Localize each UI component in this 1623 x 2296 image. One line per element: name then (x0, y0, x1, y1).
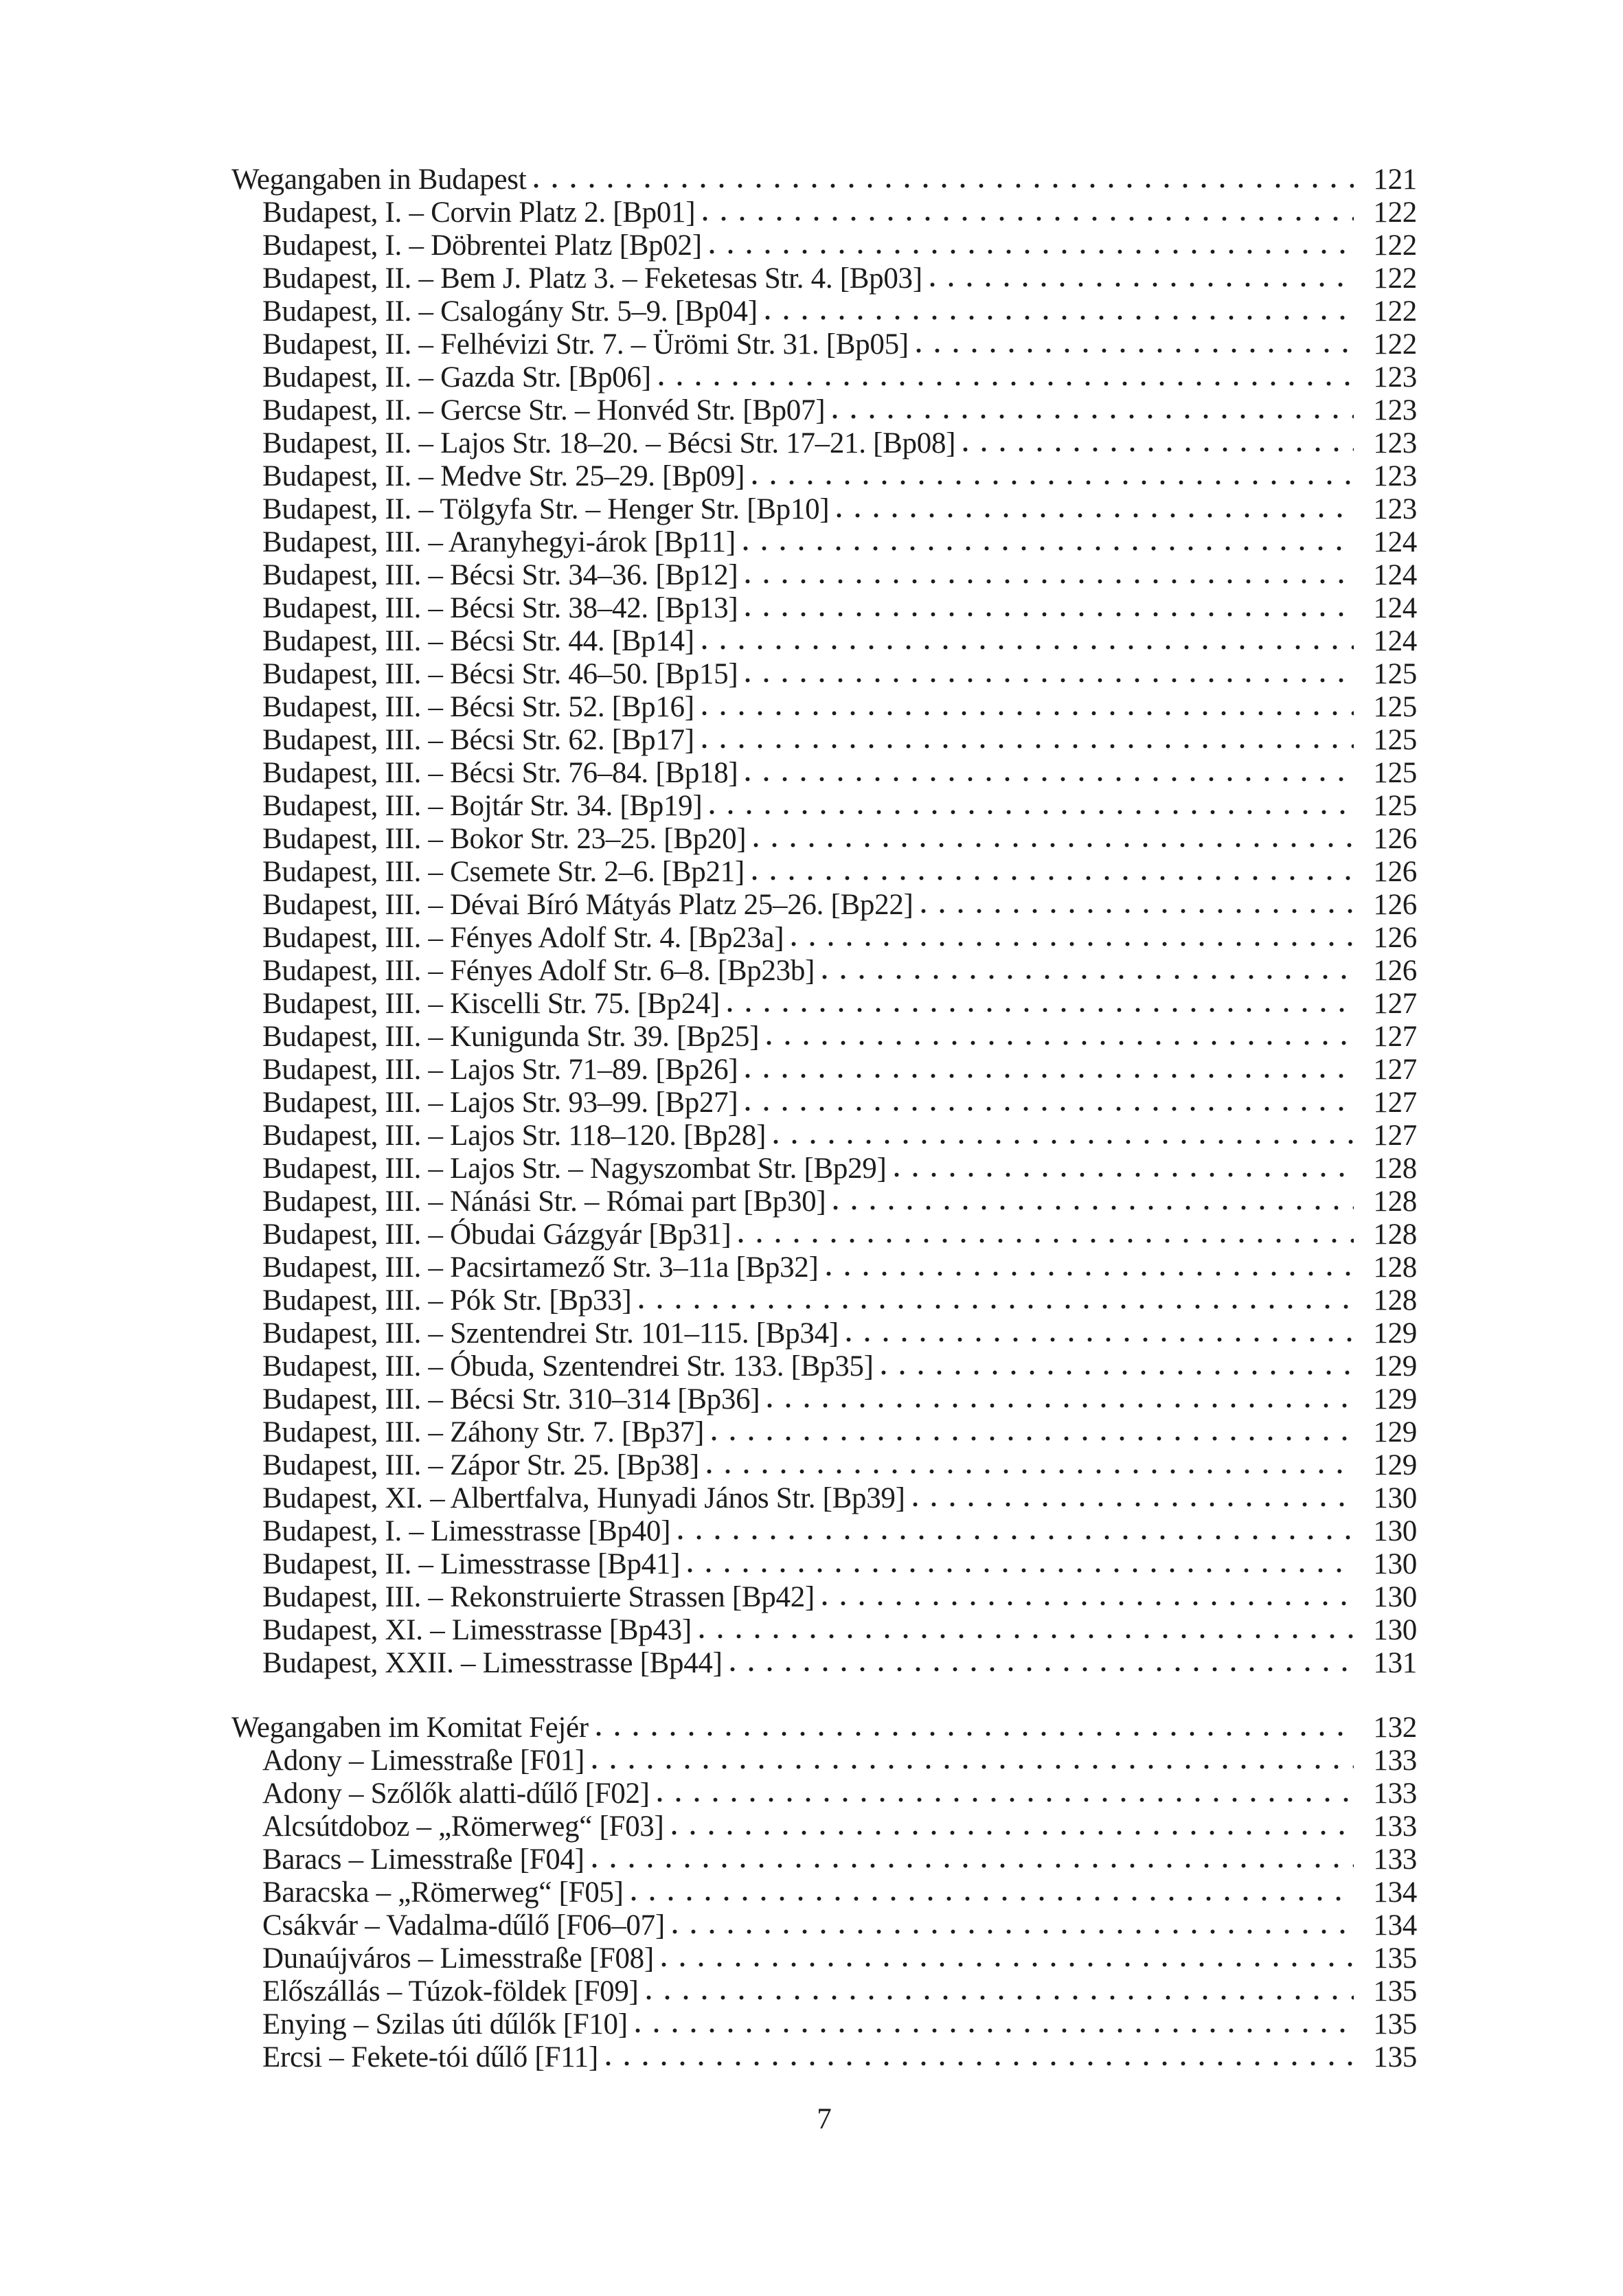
toc-entry (231, 955, 1417, 988)
toc-entry-page: 128 (1373, 1218, 1417, 1251)
toc-entry (231, 790, 1417, 823)
dot-leader (773, 1139, 1354, 1145)
toc-entry-page: 129 (1373, 1416, 1417, 1448)
toc-entry-page: 127 (1373, 1119, 1417, 1152)
dot-leader (738, 1238, 1354, 1244)
toc-entry-label: Budapest, II. – Medve Str. 25–29. [Bp09] (262, 460, 745, 492)
toc-entry-label: Budapest, III. – Szentendrei Str. 101–115. [Bp34] (262, 1317, 839, 1350)
toc-entry-page: 123 (1373, 460, 1417, 492)
toc-entry (231, 229, 1417, 262)
toc-entry-page: 133 (1373, 1777, 1417, 1810)
toc-entry (231, 658, 1417, 691)
toc-entry-label: Budapest, III. – Bécsi Str. 62. [Bp17] (262, 724, 694, 756)
toc-entry (231, 988, 1417, 1021)
toc-entry-page: 129 (1373, 1449, 1417, 1481)
toc-entry-page: 125 (1373, 790, 1417, 822)
toc-entry (231, 328, 1417, 361)
dot-leader (751, 875, 1354, 881)
toc-section-entries (231, 1744, 1417, 2074)
dot-leader (638, 1304, 1354, 1310)
dot-leader (701, 743, 1354, 749)
toc-entry-page: 125 (1373, 691, 1417, 723)
toc-entry-page: 134 (1373, 1876, 1417, 1909)
toc-entry-page: 129 (1373, 1383, 1417, 1416)
toc-entry-page: 135 (1373, 2008, 1417, 2041)
toc-entry-label: Budapest, III. – Rekonstruierte Strassen [Bp42] (262, 1581, 815, 1613)
toc-entry-label: Budapest, III. – Zápor Str. 25. [Bp38] (262, 1449, 699, 1481)
dot-leader (671, 1830, 1354, 1836)
toc-entry (231, 394, 1417, 427)
toc-entry (231, 1152, 1417, 1185)
toc-section-page: 121 (1373, 163, 1417, 196)
toc-section (231, 1712, 1417, 2074)
toc-entry (231, 922, 1417, 955)
toc-entry (231, 1119, 1417, 1152)
toc-entry-page: 127 (1373, 1054, 1417, 1086)
dot-leader (745, 776, 1354, 782)
dot-leader (658, 380, 1354, 387)
toc-entry-page: 128 (1373, 1185, 1417, 1218)
dot-leader (845, 1337, 1354, 1343)
toc-entry-page: 126 (1373, 889, 1417, 921)
toc-entry-page: 123 (1373, 493, 1417, 525)
dot-leader (766, 1040, 1354, 1046)
toc-entry (231, 1548, 1417, 1581)
toc-entry (231, 1647, 1417, 1680)
toc-entry-page: 133 (1373, 1810, 1417, 1843)
dot-leader (701, 710, 1354, 716)
toc-entry-page: 128 (1373, 1284, 1417, 1317)
toc-entry (231, 1449, 1417, 1482)
toc-entry-page: 130 (1373, 1548, 1417, 1580)
toc-entry-page: 123 (1373, 427, 1417, 459)
dot-leader (912, 1501, 1354, 1508)
dot-leader (821, 1600, 1354, 1606)
dot-leader (533, 183, 1354, 189)
toc-section-header (231, 163, 1417, 196)
toc-entry-label: Budapest, III. – Pók Str. [Bp33] (262, 1284, 632, 1317)
dot-leader (832, 1205, 1354, 1211)
toc-entry-label: Budapest, III. – Bojtár Str. 34. [Bp19] (262, 790, 703, 822)
dot-leader (646, 1994, 1354, 2001)
toc-entry-page: 125 (1373, 757, 1417, 789)
toc-entry-page: 122 (1373, 262, 1417, 295)
toc-entry (231, 757, 1417, 790)
toc-entry-label: Adony – Limesstraße [F01] (262, 1744, 585, 1777)
dot-leader (699, 1633, 1354, 1639)
toc-section (231, 163, 1417, 1680)
folio-page-number: 7 (817, 2103, 832, 2135)
toc-entry-label: Budapest, III. – Záhony Str. 7. [Bp37] (262, 1416, 705, 1448)
toc-entry (231, 1744, 1417, 1777)
toc-entry (231, 1054, 1417, 1087)
toc-entry (231, 1021, 1417, 1054)
toc-entry (231, 1185, 1417, 1218)
dot-leader (826, 1271, 1354, 1277)
toc-section-title: Wegangaben im Komitat Fejér (231, 1712, 589, 1744)
toc-entry-page: 130 (1373, 1581, 1417, 1613)
toc-entry-page: 126 (1373, 955, 1417, 987)
toc-entry-page: 126 (1373, 856, 1417, 888)
toc-entry-page: 131 (1373, 1647, 1417, 1679)
toc-entry-label: Dunaújváros – Limesstraße [F08] (262, 1942, 654, 1975)
toc-entry (231, 856, 1417, 889)
dot-leader (832, 413, 1354, 420)
toc-entry (231, 295, 1417, 328)
toc-entry-label: Budapest, III. – Bécsi Str. 38–42. [Bp13] (262, 592, 738, 624)
toc-entry-page: 122 (1373, 328, 1417, 361)
toc-entry (231, 460, 1417, 493)
toc-entry-page: 133 (1373, 1744, 1417, 1777)
toc-entry-label: Budapest, II. – Lajos Str. 18–20. – Bécsi Str. 17–21. [Bp08] (262, 427, 956, 459)
toc-entry-page: 126 (1373, 922, 1417, 954)
toc-entry-page: 124 (1373, 559, 1417, 591)
toc-entry-label: Budapest, III. – Csemete Str. 2–6. [Bp21] (262, 856, 745, 888)
toc-entry (231, 1284, 1417, 1317)
toc-entry-label: Budapest, III. – Nánási Str. – Római part [Bp30] (262, 1185, 826, 1218)
toc-entry (231, 1777, 1417, 1810)
toc-entry (231, 1810, 1417, 1843)
toc-entry-page: 127 (1373, 1021, 1417, 1053)
dot-leader (836, 512, 1354, 519)
toc-entry-label: Budapest, II. – Bem J. Platz 3. – Feketesas Str. 4. [Bp03] (262, 262, 922, 295)
toc-entry-page: 130 (1373, 1482, 1417, 1514)
toc-entry-page: 124 (1373, 526, 1417, 558)
toc-section-header (231, 1712, 1417, 1744)
toc-entry (231, 1251, 1417, 1284)
toc-entry-page: 122 (1373, 295, 1417, 328)
dot-leader (687, 1567, 1354, 1573)
dot-leader (631, 1896, 1354, 1902)
toc-entry-label: Budapest, III. – Pacsirtamező Str. 3–11a [Bp32] (262, 1251, 819, 1284)
toc-entry-label: Budapest, III. – Bokor Str. 23–25. [Bp20] (262, 823, 747, 855)
toc-section-page: 132 (1373, 1712, 1417, 1744)
toc-entry-label: Budapest, I. – Corvin Platz 2. [Bp01] (262, 196, 696, 229)
dot-leader (706, 1468, 1354, 1475)
toc-entry-label: Budapest, II. – Gercse Str. – Honvéd Str. [Bp07] (262, 394, 826, 427)
toc-entry-label: Alcsútdoboz – „Römerweg“ [F03] (262, 1810, 664, 1843)
toc-entry-page: 127 (1373, 988, 1417, 1020)
dot-leader (702, 216, 1354, 222)
toc-entry-page: 133 (1373, 1843, 1417, 1876)
dot-leader (916, 348, 1354, 354)
toc-entry-label: Budapest, III. – Kiscelli Str. 75. [Bp24] (262, 988, 720, 1020)
dot-leader (764, 315, 1354, 321)
dot-leader (635, 2027, 1354, 2034)
toc-entry-label: Budapest, II. – Tölgyfa Str. – Henger Str. [Bp10] (262, 493, 830, 525)
dot-leader (727, 1007, 1354, 1013)
toc-entry-label: Budapest, III. – Óbudai Gázgyár [Bp31] (262, 1218, 731, 1251)
toc-entry (231, 1482, 1417, 1515)
toc-entry-page: 134 (1373, 1909, 1417, 1942)
toc-entry (231, 559, 1417, 592)
toc-entry-label: Budapest, III. – Lajos Str. 118–120. [Bp28] (262, 1119, 767, 1152)
dot-leader (791, 941, 1354, 947)
dot-leader (701, 644, 1354, 650)
toc-entry-label: Budapest, II. – Csalogány Str. 5–9. [Bp04] (262, 295, 758, 328)
toc-entry-label: Baracs – Limesstraße [F04] (262, 1843, 584, 1876)
dot-leader (661, 1962, 1354, 1968)
toc-entry (231, 1975, 1417, 2008)
dot-leader (745, 611, 1354, 617)
toc-entry (231, 1942, 1417, 1975)
toc-entry-page: 124 (1373, 592, 1417, 624)
toc-entry-page: 123 (1373, 394, 1417, 427)
toc-entry-label: Budapest, III. – Lajos Str. – Nagyszombat Str. [Bp29] (262, 1152, 887, 1185)
dot-leader (894, 1172, 1354, 1178)
toc-entry (231, 361, 1417, 394)
table-of-contents (231, 163, 1417, 2074)
toc-entry-label: Budapest, III. – Bécsi Str. 52. [Bp16] (262, 691, 694, 723)
toc-entry-label: Budapest, III. – Dévai Bíró Mátyás Platz 25–26. [Bp22] (262, 889, 913, 921)
toc-entry-label: Budapest, III. – Fényes Adolf Str. 4. [Bp23a] (262, 922, 784, 954)
toc-entry-label: Baracska – „Römerweg“ [F05] (262, 1876, 624, 1909)
toc-entry (231, 1614, 1417, 1647)
dot-leader (591, 1863, 1354, 1869)
toc-entry-label: Budapest, II. – Felhévizi Str. 7. – Ürömi Str. 31. [Bp05] (262, 328, 909, 361)
dot-leader (745, 677, 1354, 683)
toc-entry-label: Budapest, III. – Óbuda, Szentendrei Str. 133. [Bp35] (262, 1350, 874, 1383)
dot-leader (729, 1666, 1354, 1672)
toc-entry-page: 124 (1373, 625, 1417, 657)
toc-entry-label: Enying – Szilas úti dűlők [F10] (262, 2008, 628, 2041)
toc-section-entries (231, 196, 1417, 1680)
toc-section-title: Wegangaben in Budapest (231, 163, 527, 196)
toc-entry (231, 1416, 1417, 1449)
toc-entry-page: 135 (1373, 1942, 1417, 1975)
toc-entry (231, 592, 1417, 625)
toc-entry-label: Csákvár – Vadalma-dűlő [F06–07] (262, 1909, 665, 1942)
toc-entry-label: Ercsi – Fekete-tói dűlő [F11] (262, 2041, 598, 2073)
toc-entry (231, 2041, 1417, 2074)
toc-entry-page: 126 (1373, 823, 1417, 855)
toc-entry (231, 1383, 1417, 1416)
toc-entry-label: Budapest, III. – Bécsi Str. 34–36. [Bp12] (262, 559, 738, 591)
toc-entry (231, 1317, 1417, 1350)
toc-entry-page: 129 (1373, 1317, 1417, 1350)
dot-leader (657, 1797, 1354, 1803)
toc-entry (231, 823, 1417, 856)
toc-entry (231, 1581, 1417, 1614)
toc-entry (231, 724, 1417, 757)
toc-entry-label: Adony – Szőlők alatti-dűlő [F02] (262, 1777, 650, 1810)
toc-entry (231, 262, 1417, 295)
dot-leader (751, 479, 1354, 486)
toc-entry (231, 625, 1417, 658)
toc-entry-label: Budapest, I. – Döbrentei Platz [Bp02] (262, 229, 702, 262)
toc-entry-page: 135 (1373, 2041, 1417, 2073)
toc-entry (231, 1876, 1417, 1909)
toc-entry (231, 889, 1417, 922)
toc-entry-label: Budapest, III. – Aranyhegyi-árok [Bp11] (262, 526, 736, 558)
toc-entry-label: Budapest, XI. – Albertfalva, Hunyadi János Str. [Bp39] (262, 1482, 905, 1514)
dot-leader (709, 809, 1354, 815)
toc-entry (231, 196, 1417, 229)
page-footer (231, 2103, 1417, 2136)
toc-entry-label: Budapest, II. – Gazda Str. [Bp06] (262, 361, 651, 394)
toc-entry (231, 526, 1417, 559)
dot-leader (821, 974, 1354, 980)
toc-entry-label: Budapest, XXII. – Limesstrasse [Bp44] (262, 1647, 723, 1679)
dot-leader (881, 1369, 1354, 1376)
dot-leader (745, 1073, 1354, 1079)
toc-entry-page: 130 (1373, 1614, 1417, 1646)
toc-entry-page: 128 (1373, 1251, 1417, 1284)
dot-leader (753, 842, 1354, 848)
toc-entry (231, 1350, 1417, 1383)
dot-leader (672, 1929, 1354, 1935)
toc-entry-page: 135 (1373, 1975, 1417, 2008)
toc-entry-page: 122 (1373, 229, 1417, 262)
toc-entry (231, 1087, 1417, 1119)
toc-entry-page: 127 (1373, 1087, 1417, 1119)
toc-entry-page: 125 (1373, 724, 1417, 756)
dot-leader (767, 1402, 1354, 1409)
dot-leader (742, 545, 1354, 552)
toc-entry (231, 1218, 1417, 1251)
dot-leader (605, 2060, 1354, 2067)
dot-leader (709, 249, 1354, 255)
toc-entry-label: Előszállás – Túzok-földek [F09] (262, 1975, 639, 2008)
dot-leader (929, 282, 1354, 288)
toc-entry-page: 125 (1373, 658, 1417, 690)
toc-entry (231, 691, 1417, 724)
dot-leader (745, 1106, 1354, 1112)
toc-entry-page: 128 (1373, 1152, 1417, 1185)
toc-entry-page: 123 (1373, 361, 1417, 394)
dot-leader (745, 578, 1354, 584)
toc-entry-label: Budapest, III. – Bécsi Str. 46–50. [Bp15] (262, 658, 738, 690)
toc-entry (231, 2008, 1417, 2041)
toc-entry-label: Budapest, II. – Limesstrasse [Bp41] (262, 1548, 681, 1580)
toc-entry-label: Budapest, III. – Bécsi Str. 44. [Bp14] (262, 625, 694, 657)
toc-entry (231, 493, 1417, 526)
toc-entry-page: 122 (1373, 196, 1417, 229)
toc-entry-label: Budapest, III. – Bécsi Str. 310–314 [Bp36] (262, 1383, 760, 1416)
toc-entry-label: Budapest, III. – Kunigunda Str. 39. [Bp25] (262, 1021, 760, 1053)
toc-entry-page: 129 (1373, 1350, 1417, 1383)
dot-leader (711, 1435, 1354, 1442)
dot-leader (677, 1534, 1354, 1541)
toc-entry (231, 1515, 1417, 1548)
toc-entry (231, 1843, 1417, 1876)
toc-entry-label: Budapest, III. – Fényes Adolf Str. 6–8. [Bp23b] (262, 955, 815, 987)
dot-leader (595, 1731, 1354, 1737)
toc-entry-label: Budapest, XI. – Limesstrasse [Bp43] (262, 1614, 692, 1646)
toc-entry (231, 1909, 1417, 1942)
dot-leader (920, 908, 1354, 914)
toc-entry-label: Budapest, III. – Lajos Str. 71–89. [Bp26] (262, 1054, 738, 1086)
dot-leader (591, 1764, 1354, 1770)
toc-entry (231, 427, 1417, 460)
toc-entry-page: 130 (1373, 1515, 1417, 1547)
toc-entry-label: Budapest, I. – Limesstrasse [Bp40] (262, 1515, 671, 1547)
toc-entry-label: Budapest, III. – Bécsi Str. 76–84. [Bp18] (262, 757, 738, 789)
dot-leader (962, 446, 1354, 453)
toc-entry-label: Budapest, III. – Lajos Str. 93–99. [Bp27] (262, 1087, 738, 1119)
